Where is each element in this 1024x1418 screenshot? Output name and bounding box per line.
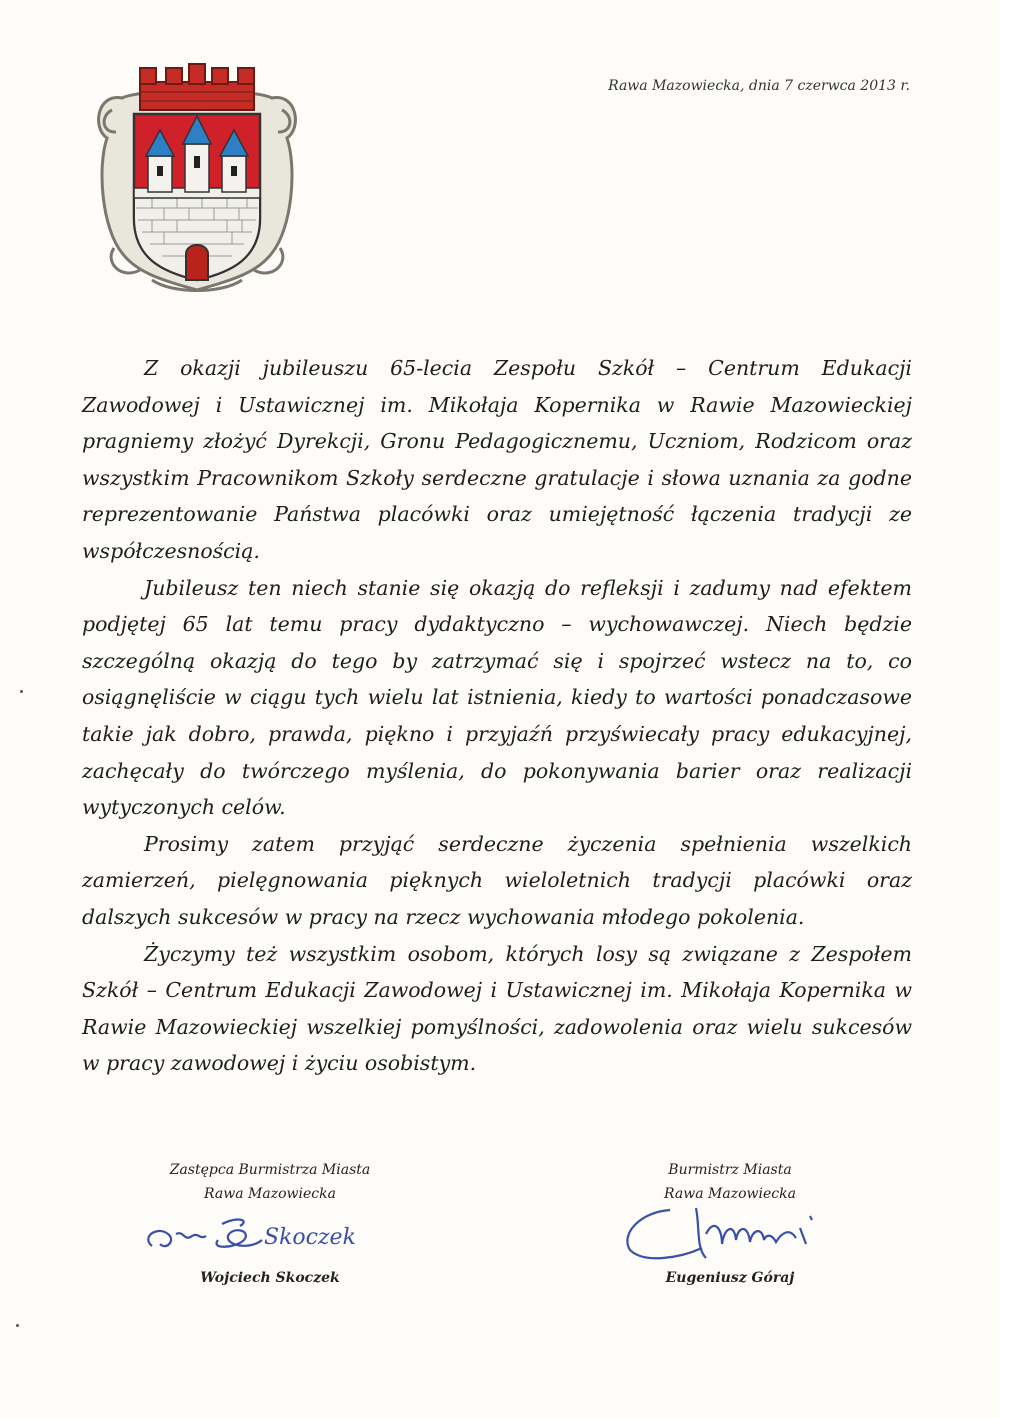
letter-body xyxy=(82,350,912,1082)
signatory-name: Wojciech Skoczek xyxy=(200,1270,340,1286)
signatory-title: Burmistrz Miasta xyxy=(668,1162,792,1178)
signatory-city: Rawa Mazowiecka xyxy=(664,1186,796,1202)
scan-speck xyxy=(16,1324,19,1327)
signature-left-text: Skoczek xyxy=(264,1225,356,1250)
letter-date: Rawa Mazowiecka, dnia 7 czerwca 2013 r. xyxy=(608,78,910,94)
paragraph-3: Prosimy zatem przyjąć serdeczne życzenia spełnienia wszelkich zamierzeń, pielęgnowania pięknych wieloletnich tradycji placówki oraz dalszych sukcesów w pracy na rzecz wychowania młodego pokolenia. xyxy=(82,831,912,929)
signatory-title: Zastępca Burmistrza Miasta xyxy=(169,1162,371,1178)
handwritten-signature-left xyxy=(140,1206,400,1276)
paragraph-4: Życzymy też wszystkim osobom, których losy są związane z Zespołem Szkół – Centrum Edukacji Zawodowej i Ustawicznej im. Mikołaja Kopernika w Rawie Mazowieckiej wszelkiej pomyślności, zadowolenia oraz wielu sukcesów w pracy zawodowej i życiu osobistym. xyxy=(82,941,912,1076)
handwritten-signature-right xyxy=(610,1198,890,1278)
signatory-name: Eugeniusz Góraj xyxy=(665,1270,795,1286)
coat-of-arms-icon xyxy=(92,58,302,298)
signature-block-right xyxy=(610,1158,850,1286)
paragraph-1: Z okazji jubileuszu 65-lecia Zespołu Szkół – Centrum Edukacji Zawodowej i Ustawicznej im. Mikołaja Kopernika w Rawie Mazowieckiej pragniemy złożyć Dyrekcji, Gronu Pedagogicznemu, Uczniom, Rodzicom oraz wszystkim Pracownikom Szkoły serdeczne gratulacje i słowa uznania za godne reprezentowanie Państwa placówki oraz umiejętność łączenia tradycji ze współczesnością. xyxy=(82,356,912,563)
scan-speck xyxy=(20,690,23,693)
paragraph-2: Jubileusz ten niech stanie się okazją do refleksji i zadumy nad efektem podjętej 65 lat temu pracy dydaktyczno – wychowawczej. Niech będzie szczególną okazją do tego by zatrzymać się i spojrzeć wstecz na to, co osiągnęliście w ciągu tych wielu lat istnienia, kiedy to wartości ponadczasowe takie jak dobro, prawda, piękno i przyjaźń przyświecały pracy edukacyjnej, zachęcały do twórczego myślenia, do pokonywania barier oraz realizacji wytyczonych celów. xyxy=(82,575,912,820)
signature-block-left xyxy=(150,1158,390,1286)
signatory-city: Rawa Mazowiecka xyxy=(204,1186,336,1202)
